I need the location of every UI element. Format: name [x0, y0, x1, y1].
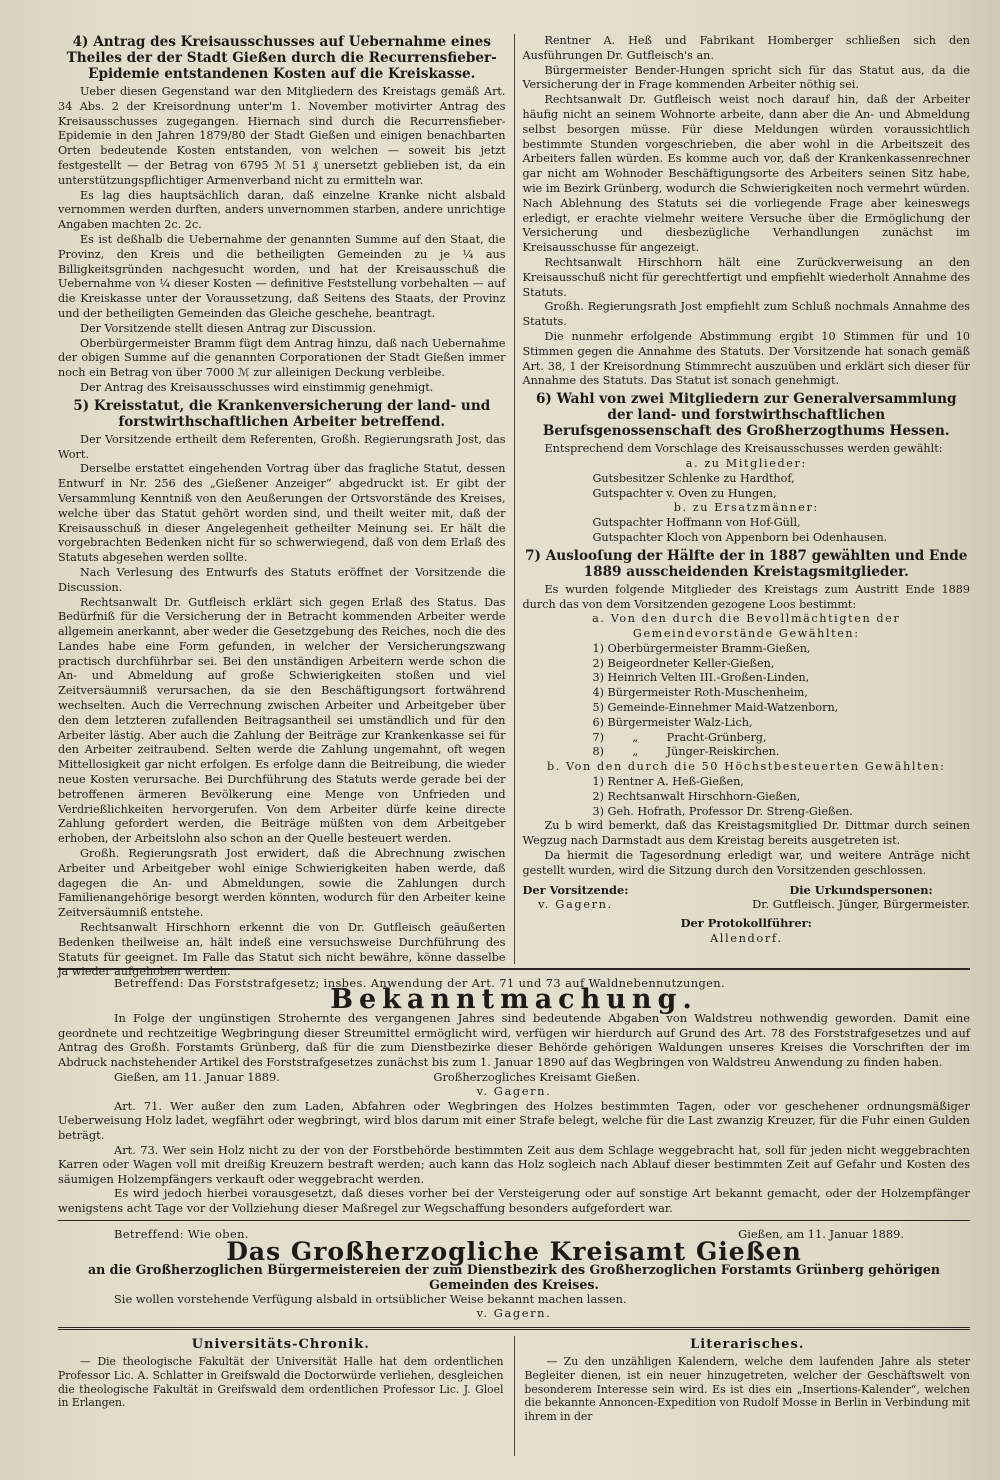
paragraph: Derselbe erstattet eingehenden Vortrag über das fragliche Statut, dessen Entwurf in Nr. 256 des „Gießener Anzeiger“ abgedruckt ist. Er gibt der Versammlung Kenntniß von den Aeußerungen der Ortsvorstände des Kreises, welche über das Statut gehört worden sind, und theilt weiter mit, daß der Kreisausschuß in dieser Angelegenheit getheilter Meinung sei. Er hält die vorgebrachten Bedenken nicht für so schwerwiegend, daß von dem Erlaß des Statuts abgesehen werden sollte.	[58, 462, 506, 565]
list-item: 1) Rentner A. Heß-Gießen,	[592, 775, 744, 789]
paragraph: Rechtsanwalt Dr. Gutfleisch erklärt sich gegen Erlaß des Status. Das Bedürfniß für die Versicherung der in Betracht kommenden Arbeiter werde allgemein anerkannt, aber weder die Gesetzgebung des Reiches, noch die des Landes habe eine Form gefunden, in welcher der Versicherungszwang practisch durchführbar sei. Bei den unständigen Arbeitern werde schon die An- und Abmeldung auf große Schwierigkeiten stoßen und viel Zeitversäumniß verursachen, da sie den Beschäftigungsort fortwährend wechselten. Auch die Verrechnung zwischen Arbeiter und Arbeitgeber über den dem letzteren zufallenden Beitragsantheil sei umständlich und für den Arbeiter lästig. Aber auch die Zahlung der Beiträge zur Krankenkasse sei für den Arbeiter zeitraubend. Selten werde die Zahlung ungemahnt, oft wegen Mittellosigkeit gar nicht erfolgen. Es erfolge dann die Beitreibung, die wieder neue Kosten verursache. Bei Durchführung des Statuts werde gerade bei der betroffenen ärmeren Bevölkerung eine Menge von Unfrieden und Verdrießlichkeiten hervorgerufen. Von dem Arbeiter dürfe keine directe Zahlung gefordert werden, die Beiträge müßten von dem Arbeitgeber erhoben, der Arbeitslohn also schon an der Quelle besteuert werden.	[58, 595, 506, 846]
subheading-members: a. zu Mitglieder:	[685, 456, 807, 470]
chair-label: Der Vorsitzende:	[522, 882, 629, 897]
issuing-office: Großherzogliches Kreisamt Gießen.	[433, 1069, 640, 1084]
list-item: 2) Rechtsanwalt Hirschhorn-Gießen,	[592, 789, 801, 803]
paragraph: Rechtsanwalt Dr. Gutfleisch weist noch darauf hin, daß der Arbeiter häufig nicht an seinem Wohnorte arbeite, dann aber die An- und Abmeldung selbst besorgen müsse. Für diese Meldungen würden voraussichtlich bestimmte Stunden vorgeschrieben, die aber wohl in die Arbeitszeit des Arbeiters fallen würden. Es komme auch vor, daß der Krankenkassenrechner gar nicht am Wohnoder Beschäftigungsorte des Arbeiters seinen Sitz habe, wie im Bezirk Grünberg, wodurch die Schwierigkeiten noch vermehrt würden. Nach Ablehnung des Statuts sei die vorliegende Frage aber keineswegs erledigt, er erachte vielmehr weitere Versuche über die Ermöglichung der Versicherung und diesbezügliche Verhandlungen zunächst im Kreisausschusse für angezeigt.	[522, 93, 970, 255]
paragraph: Bürgermeister Bender-Hungen spricht sich für das Statut aus, da die Versicherung der in Frage kommenden Arbeiter nöthig sei.	[522, 63, 970, 92]
list-item: Gutspachter Hoffmann von Hof-Güll,	[592, 516, 801, 530]
section-6-heading: 6) Wahl von zwei Mitgliedern zur Generalversammlung der land- und forstwirthschaftlichen Berufsgenossenschaft des Großherzogthums Hessen.	[535, 391, 957, 440]
paragraph: Rentner A. Heß und Fabrikant Homberger schließen sich den Ausführungen Dr. Gutfleisch's an.	[522, 34, 970, 62]
list-item: 3) Heinrich Velten III.-Großen-Linden,	[592, 671, 810, 685]
clerk-label: Der Protokollführer:	[680, 916, 812, 931]
paragraph: Zu b wird bemerkt, daß das Kreistagsmitglied Dr. Dittmar durch seinen Wegzug nach Darmstadt aus dem Kreistag bereits ausgetreten ist.	[522, 819, 970, 848]
section-7-heading: 7) Auslooſung der Hälfte der in 1887 gewählten und Ende 1889 ausscheidenden Kreistagsmitglieder.	[525, 547, 968, 580]
paragraph: Es ist deßhalb die Uebernahme der genannten Summe auf den Staat, die Provinz, den Kreis und die betheiligten Gemeinden zu je ¼ aus Billigkeitsgründen nachgesucht worden, und hat der Kreisausschuß die Uebernahme von ¼ dieser Kosten — definitive Feststellung vorbehalten — auf die Kreiskasse unter der Voraussetzung, daß Seitens des Staats, der Provinz und der betheiligten Gemeinden das Gleiche geschehe, beantragt.	[58, 232, 506, 320]
list-item: 8) „ Jünger-Reiskirchen.	[592, 745, 780, 759]
list-item: 3) Geh. Hofrath, Professor Dr. Streng-Gießen.	[592, 804, 853, 818]
paragraph: — Die theologische Fakultät der Universität Halle hat dem ordentlichen Professor Lic. A. Schlatter in Greifswald die Doctorwürde verliehen, desgleichen die theologische Fakultät in Greifswald dem ordentlichen Professor Lic. J. Gloel in Erlangen.	[58, 1355, 504, 1410]
paragraph: Die nunmehr erfolgende Abstimmung ergibt 10 Stimmen für und 10 Stimmen gegen die Annahme des Statuts. Der Vorsitzende hat sonach gemäß Art. 38, 1 der Kreisordnung Stimmrecht auszuüben und erklärt sich dieser für Annahme des Statuts. Das Statut ist sonach genehmigt.	[522, 329, 970, 388]
addressees: an die Großherzoglichen Bürgermeistereien der zum Dienstbezirk des Großherzoglichen Forstamts Grünberg gehörigen Gemeinden des Kreises.	[87, 1261, 941, 1292]
paragraph: Der Vorsitzende ertheilt dem Referenten, Großh. Regierungsrath Jost, das Wort.	[58, 432, 506, 461]
subheading-list-b: b. Von den durch die 50 Höchstbesteuerten Gewählten:	[546, 760, 946, 774]
notice-date: Gießen, am 11. Januar 1889.	[738, 1226, 904, 1241]
paragraph: Entsprechend dem Vorschlage des Kreisausschusses werden gewählt:	[544, 442, 943, 456]
list-item: Gutsbesitzer Schlenke zu Hardthof,	[592, 471, 795, 485]
chair-name: v. Gagern.	[538, 897, 613, 912]
notice-subject: Betreffend: Das Forststrafgesetz; insbes. Anwendung der Art. 71 und 73 auf Waldnebennutzungen.	[114, 976, 726, 990]
paragraph: Da hiermit die Tagesordnung erledigt war, und weitere Anträge nicht gestellt wurden, wird die Sitzung durch den Vorsitzenden geschlossen.	[522, 849, 970, 877]
university-chronicle	[58, 1336, 514, 1456]
divider	[58, 1220, 970, 1221]
literary-notes	[514, 1336, 971, 1456]
right-column	[514, 34, 971, 964]
paragraph: Oberbürgermeister Bramm fügt dem Antrag hinzu, daß nach Uebernahme der obigen Summe auf die genannten Corporationen der Stadt Gießen immer noch ein Betrag von über 7000 ℳ zur alleinigen Deckung verbleibe.	[58, 336, 506, 380]
paragraph: Großh. Regierungsrath Jost empfiehlt zum Schluß nochmals Annahme des Statuts.	[522, 300, 970, 329]
signature-witnesses	[752, 883, 970, 913]
list-item: Gutspachter Kloch von Appenborn bei Odenhausen.	[592, 530, 888, 544]
place-office-line	[58, 1070, 970, 1085]
authority-title: Das Großherzogliche Kreisamt Gießen	[226, 1237, 802, 1267]
article-73: Art. 73. Wer sein Holz nicht zu der von der Forstbehörde bestimmten Zeit aus dem Schlage weggebracht hat, soll für jeden nicht weggebrachten Karren oder Wagen voll mit dreißig Kreuzern bestraft werden; auch kann das Holz sogleich nach Ablauf dieser bestimmten Zeit auf Gefahr und Kosten des säumigen Holzempfängers verkauft oder weggebracht werden.	[58, 1142, 970, 1186]
paragraph: Sie wollen vorstehende Verfügung alsbald in ortsüblicher Weise bekannt machen lassen.	[114, 1291, 627, 1306]
member-list-a	[523, 642, 971, 760]
paragraph: Der Antrag des Kreisausschusses wird einstimmig genehmigt.	[80, 380, 434, 394]
list-item: 4) Bürgermeister Roth-Muschenheim,	[592, 686, 808, 700]
clerk-name: Allendorf.	[709, 931, 783, 946]
place-date: Gießen, am 11. Januar 1889.	[114, 1069, 280, 1084]
signature-block	[523, 883, 971, 913]
chronicle-heading: Universitäts-Chronik.	[191, 1336, 370, 1352]
two-column-report	[58, 34, 970, 979]
paragraph: Es wird jedoch hierbei vorausgesetzt, daß dieses vorher bei der Versteigerung oder auf sonstige Art bekannt gemacht, oder der Holzempfänger wenigstens acht Tage vor der Vollziehung dieser Maßregel zur Wegschaffung besonders aufgefordert war.	[58, 1186, 970, 1215]
paragraph: Rechtsanwalt Hirschhorn hält eine Zurückverweisung an den Kreisausschuß nicht für gerechtfertigt und empfiehlt wiederholt Annahme des Statuts.	[522, 255, 970, 299]
witness-names: Dr. Gutfleisch. Jünger, Bürgermeister.	[752, 897, 970, 912]
list-item: 5) Gemeinde-Einnehmer Maid-Watzenborn,	[592, 701, 839, 715]
paragraph: In Folge der ungünstigen Strohernte des vergangenen Jahres sind bedeutende Abgaben von Waldstreu nothwendig geworden. Damit eine geordnete und rechtzeitige Wegbringung dieser Streumittel ermöglicht wird, verfügen wir hierdurch auf Grund des Art. 78 des Forststrafgesetzes und auf Antrag des Großh. Forstamts Grünberg, daß für die zum Dienstbezirke dieser Behörde gehörigen Waldungen unseres Kreises die Vorschriften der im Abdruck nachstehender Artikel des Forststrafgesetzes zunächst bis zum 1. Januar 1890 auf das Wegbringen von Waldstreu Anwendung zu finden haben.	[58, 1011, 970, 1069]
notice-subject: Betreffend: Wie oben.	[114, 1226, 249, 1241]
bottom-columns	[58, 1336, 970, 1456]
list-item: 1) Oberbürgermeister Bramm-Gießen,	[592, 641, 811, 655]
section-5-heading: 5) Kreisstatut, die Krankenversicherung der land- und forstwirthschaftlichen Arbeiter betreffend.	[73, 397, 491, 430]
member-list-b	[523, 775, 971, 819]
literary-heading: Literarisches.	[690, 1336, 805, 1352]
signer: v. Gagern.	[476, 1084, 552, 1099]
article-71: Art. 71. Wer außer den zum Laden, Abfahren oder Wegbringen des Holzes bestimmten Tagen, oder vor geschehener ordnungsmäßiger Ueberweisung Holz ladet, wegfährt oder wegbringt, wird blos darum mit einer Strafe belegt, welche für die Last zwanzig Kreuzer, für die Fuhr einen Gulden beträgt.	[58, 1098, 970, 1142]
signer: v. Gagern.	[476, 1306, 552, 1321]
paragraph: Großh. Regierungsrath Jost erwidert, daß die Abrechnung zwischen Arbeiter und Arbeitgeber wohl einige Schwierigkeiten haben werde, daß dagegen die An- und Abmeldungen, sowie die Zahlungen durch Familienangehörige besorgt werden könnten, wodurch für den Arbeiter keine Zeitversäumniß entstehe.	[58, 847, 506, 920]
list-item: 7) „ Pracht-Grünberg,	[592, 730, 767, 744]
notice-forest-law	[58, 976, 970, 1216]
paragraph: Es lag dies hauptsächlich daran, daß einzelne Kranke nicht alsbald vernommen werden durften, anders unvernommen starben, andere unrichtige Angaben machten 2c. 2c.	[58, 188, 506, 232]
paragraph: — Zu den unzähligen Kalendern, welche dem laufenden Jahre als steter Begleiter dienen, ist ein neuer hinzugetreten, welcher der Geschäftswelt von besonderem Interesse sein wird. Es ist dies ein „Insertions-Kalender“, welchen die bekannte Annoncen-Expedition von Rudolf Mosse in Berlin in Verbindung mit ihrem in der	[524, 1355, 970, 1423]
left-column	[58, 34, 514, 979]
paragraph: Rechtsanwalt Hirschhorn erkennt die von Dr. Gutfleisch geäußerten Bedenken theilweise an, hält indeß eine versuchsweise Durchführung des Statuts für geeignet. Im Falle das Statut sich nicht bewähre, könne dasselbe ja wieder aufgehoben werden.	[58, 921, 506, 979]
divider	[58, 1327, 970, 1330]
notice-circular	[58, 1227, 970, 1321]
notice-title: Bekanntmachung.	[330, 983, 698, 1015]
witness-label: Die Urkundspersonen:	[789, 882, 933, 897]
list-item: Gutspachter v. Oven zu Hungen,	[592, 486, 777, 500]
paragraph: Der Vorsitzende stellt diesen Antrag zur Discussion.	[80, 321, 376, 335]
section-4-heading: 4) Antrag des Kreisausschusses auf Uebernahme eines Theiles der der Stadt Gießen durch die Recurrensfieber-Epidemie entstandenen Kosten auf die Kreiskasse.	[66, 34, 497, 82]
signature-chair	[523, 883, 629, 913]
subheading-list-a: a. Von den durch die Bevollmächtigten der Gemeindevorstände Gewählten:	[592, 612, 901, 641]
signature-clerk	[523, 916, 971, 946]
list-item: 2) Beigeordneter Keller-Gießen,	[592, 656, 775, 670]
paragraph: Ueber diesen Gegenstand war den Mitgliedern des Kreistags gemäß Art. 34 Abs. 2 der Kreisordnung unter'm 1. November motivirter Antrag des Kreisausschusses zugegangen. Hiernach sind durch die Recurrensfieber-Epidemie in den Jahren 1879/80 der Stadt Gießen und einigen benachbarten Orten bedeutende Kosten entstanden, von welchen — soweit bis jetzt festgestellt — der Betrag von 6795 ℳ 51 ₰ unersetzt geblieben ist, da ein unterstützungspflichtiger Armenverband nicht zu ermitteln war.	[58, 85, 506, 187]
subheading-substitutes: b. zu Ersatzmänner:	[673, 501, 819, 515]
paragraph: Nach Verlesung des Entwurfs des Statuts eröffnet der Vorsitzende die Discussion.	[58, 565, 506, 594]
paragraph: Es wurden folgende Mitglieder des Kreistags zum Austritt Ende 1889 durch das von dem Vorsitzenden gezogene Loos bestimmt:	[522, 582, 970, 611]
list-item: 6) Bürgermeister Walz-Lich,	[592, 715, 753, 729]
